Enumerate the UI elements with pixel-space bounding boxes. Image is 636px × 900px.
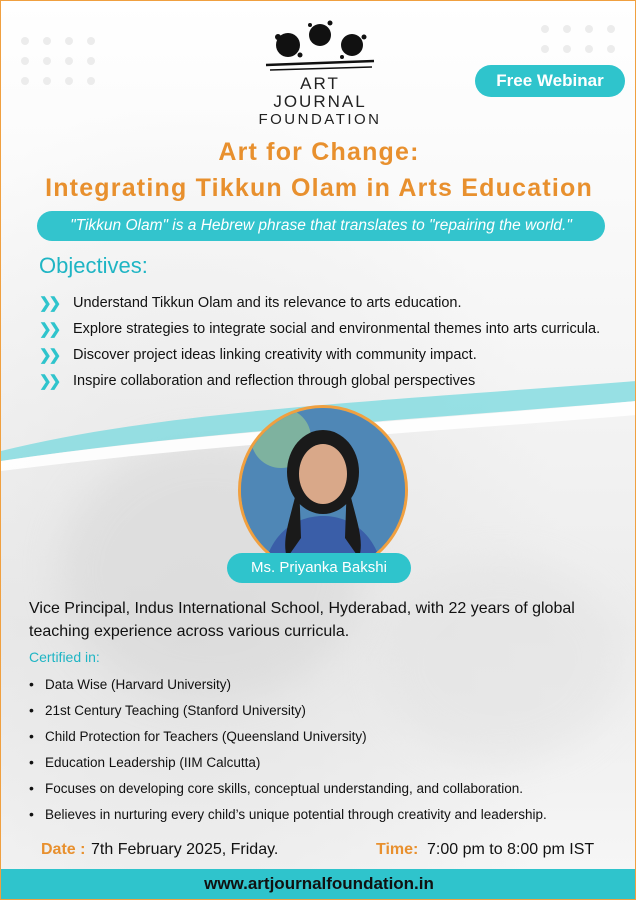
speaker-photo [238, 405, 408, 575]
time-value: 7:00 pm to 8:00 pm IST [427, 841, 595, 858]
list-item [29, 697, 547, 723]
person-silhouette-icon [241, 408, 405, 572]
bullet-icon: • [29, 702, 34, 718]
list-item [29, 775, 547, 801]
bullet-icon: • [29, 754, 34, 770]
certified-label: Certified in: [29, 649, 100, 665]
bullet-icon: • [29, 780, 34, 796]
certification-text: Focuses on developing core skills, conceptual understanding, and collaboration. [45, 780, 524, 796]
logo-text-line2: FOUNDATION [258, 111, 382, 128]
objective-item [39, 290, 600, 316]
objective-item [39, 316, 600, 342]
list-item [29, 723, 547, 749]
certification-text: Data Wise (Harvard University) [45, 676, 232, 692]
bullet-icon: • [29, 806, 34, 822]
tikkun-olam-quote: "Tikkun Olam" is a Hebrew phrase that translates to "repairing the world." [37, 211, 605, 241]
speaker-bio: Vice Principal, Indus International School, Hyderabad, with 22 years of global teaching experience across various curricula. [29, 600, 575, 640]
list-item [29, 749, 547, 775]
bullet-icon: • [29, 728, 34, 744]
list-item [29, 801, 547, 827]
logo-text-line1: ART JOURNAL [273, 74, 367, 111]
double-chevron-icon: ❯❯ [39, 347, 59, 364]
speaker-name: Ms. Priyanka Bakshi [227, 553, 411, 583]
objective-text: Inspire collaboration and reflection through global perspectives [73, 373, 476, 389]
objectives-list [39, 290, 600, 394]
free-webinar-badge: Free Webinar [475, 65, 625, 97]
certification-list [29, 671, 547, 827]
objective-text: Explore strategies to integrate social and environmental themes into arts curricula. [73, 321, 601, 337]
objectives-heading: Objectives: [39, 253, 148, 278]
objective-text: Understand Tikkun Olam and its relevance to arts education. [73, 295, 462, 311]
objective-item [39, 342, 600, 368]
logo [255, 15, 385, 129]
page-title-line1: Art for Change: [218, 138, 420, 166]
ink-splatter-icon [260, 15, 380, 73]
list-item [29, 671, 547, 697]
certification-text: 21st Century Teaching (Stanford University) [45, 702, 306, 718]
certification-text: Child Protection for Teachers (Queensland University) [45, 728, 367, 744]
objective-text: Discover project ideas linking creativity with community impact. [73, 347, 477, 363]
certification-text: Believes in nurturing every child’s unique potential through creativity and leadership. [45, 806, 547, 822]
decorative-dots-left [21, 37, 97, 85]
date-label: Date : [41, 841, 86, 858]
decorative-dots-right [541, 25, 617, 53]
certification-text: Education Leadership (IIM Calcutta) [45, 754, 261, 770]
page-title-line2: Integrating Tikkun Olam in Arts Education [45, 174, 593, 202]
website-link[interactable]: www.artjournalfoundation.in [1, 869, 636, 899]
time-label: Time: [376, 841, 419, 858]
date-value: 7th February 2025, Friday. [91, 841, 279, 858]
double-chevron-icon: ❯❯ [39, 321, 59, 338]
double-chevron-icon: ❯❯ [39, 373, 59, 390]
bullet-icon: • [29, 676, 34, 692]
double-chevron-icon: ❯❯ [39, 295, 59, 312]
